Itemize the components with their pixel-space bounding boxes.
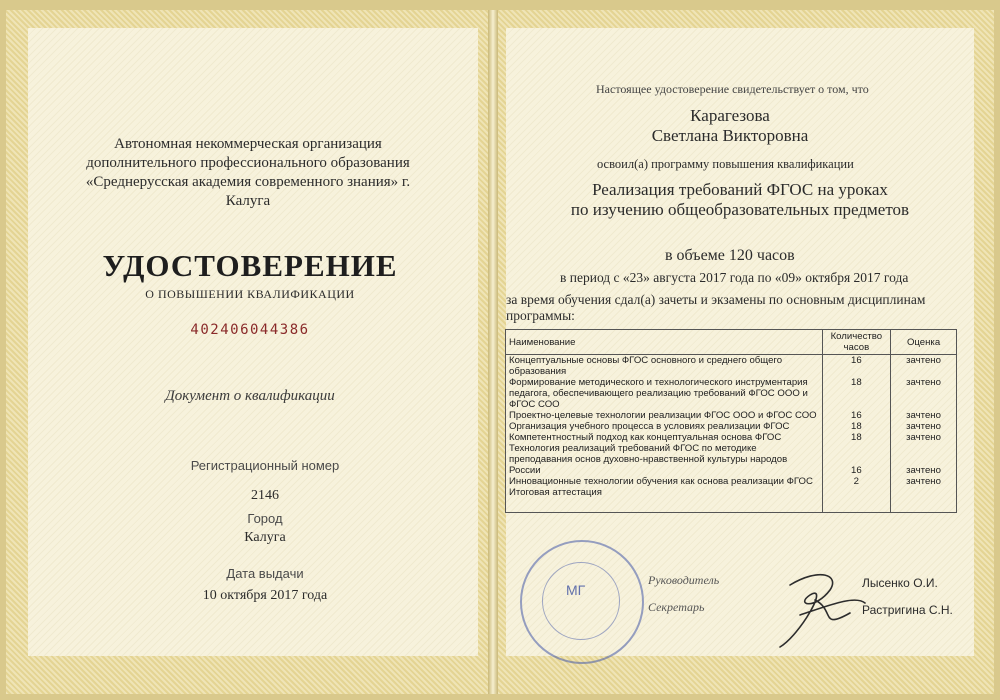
- table-row: [506, 476, 957, 487]
- document-type: Документ о квалификации: [165, 388, 335, 404]
- stamp-inner-ring: [542, 562, 620, 640]
- course-volume: в объеме 120 часов: [665, 247, 795, 264]
- discipline-hours: 18: [822, 377, 891, 410]
- surname: Карагезова: [690, 106, 770, 125]
- course-period: в период с «23» августа 2017 года по «09» октября 2017 года: [560, 270, 909, 285]
- discipline-grade: зачтено: [891, 421, 957, 432]
- table-row: [506, 421, 957, 432]
- head-name: Лысенко О.И.: [862, 576, 938, 590]
- exams-intro: за время обучения сдал(а) зачеты и экзамены по основным дисциплинам программы:: [506, 292, 926, 323]
- table-row: [506, 355, 957, 378]
- discipline-hours: 18: [822, 432, 891, 443]
- program-title-line1: Реализация требований ФГОС на уроках: [592, 180, 888, 199]
- col-name-header: Наименование: [506, 330, 823, 355]
- discipline-name: Организация учебного процесса в условиях реализации ФГОС: [506, 421, 823, 432]
- disciplines-table: [505, 329, 957, 513]
- mastered-program: освоил(а) программу повышения квалификации: [597, 157, 854, 171]
- certificate-subtitle: О ПОВЫШЕНИИ КВАЛИФИКАЦИИ: [145, 287, 355, 301]
- organization-name: Автономная некоммерческая организация дополнительного профессионального образования «Среднерусская академия современного знания» г. Калуга: [85, 136, 411, 209]
- discipline-grade: [891, 487, 957, 513]
- discipline-grade: зачтено: [891, 355, 957, 378]
- discipline-name: Итоговая аттестация: [506, 487, 823, 513]
- program-title-line2: по изучению общеобразовательных предметов: [570, 200, 910, 219]
- discipline-hours: [822, 487, 891, 513]
- discipline-name: Инновационные технологии обучения как основа реализации ФГОС: [506, 476, 823, 487]
- intro-text: Настоящее удостоверение свидетельствует о том, что: [596, 82, 869, 96]
- discipline-grade: зачтено: [891, 410, 957, 421]
- discipline-grade: зачтено: [891, 476, 957, 487]
- discipline-hours: 16: [822, 410, 891, 421]
- given-name: Светлана Викторовна: [651, 126, 809, 145]
- table-row: [506, 410, 957, 421]
- discipline-name: Формирование методического и технологического инструментария педагога, обеспечивающего реализацию требований ФГОС ООО и ФГОС СОО: [506, 377, 823, 410]
- stamp-text: МГ: [566, 582, 586, 598]
- certificate-title: УДОСТОВЕРЕНИЕ: [102, 248, 398, 283]
- discipline-name: Технология реализаций требований ФГОС по методике преподавания основ духовно-нравственной культуры народов России: [506, 443, 823, 476]
- city-label: Город: [247, 511, 283, 526]
- discipline-hours: 16: [822, 443, 891, 476]
- table-row: [506, 443, 957, 476]
- discipline-name: Проектно-целевые технологии реализации ФГОС ООО и ФГОС СОО: [506, 410, 823, 421]
- table-row: [506, 377, 957, 410]
- col-grade-header: Оценка: [891, 330, 957, 355]
- discipline-name: Концептуальные основы ФГОС основного и среднего общего образования: [506, 355, 823, 378]
- issue-date: 10 октября 2017 года: [202, 588, 328, 603]
- city: Калуга: [244, 530, 286, 545]
- table-row: [506, 432, 957, 443]
- discipline-grade: зачтено: [891, 432, 957, 443]
- table-row: [506, 487, 957, 513]
- head-label: Руководитель: [648, 573, 720, 587]
- secretary-label: Секретарь: [648, 600, 705, 614]
- discipline-hours: 2: [822, 476, 891, 487]
- reg-number: 2146: [251, 488, 279, 503]
- discipline-grade: зачтено: [891, 443, 957, 476]
- signature-icon: [760, 565, 870, 650]
- spine-fold: [488, 10, 498, 694]
- issue-date-label: Дата выдачи: [226, 566, 304, 581]
- serial-number: 402406044386: [190, 322, 310, 338]
- discipline-grade: зачтено: [891, 377, 957, 410]
- official-stamp: [520, 540, 644, 664]
- secretary-name: Растригина С.Н.: [862, 603, 953, 617]
- col-hours-header: Количество часов: [822, 330, 891, 355]
- discipline-hours: 16: [822, 355, 891, 378]
- reg-number-label: Регистрационный номер: [190, 458, 340, 473]
- left-page: [28, 28, 478, 656]
- discipline-hours: 18: [822, 421, 891, 432]
- discipline-name: Компетентностный подход как концептуальная основа ФГОС: [506, 432, 823, 443]
